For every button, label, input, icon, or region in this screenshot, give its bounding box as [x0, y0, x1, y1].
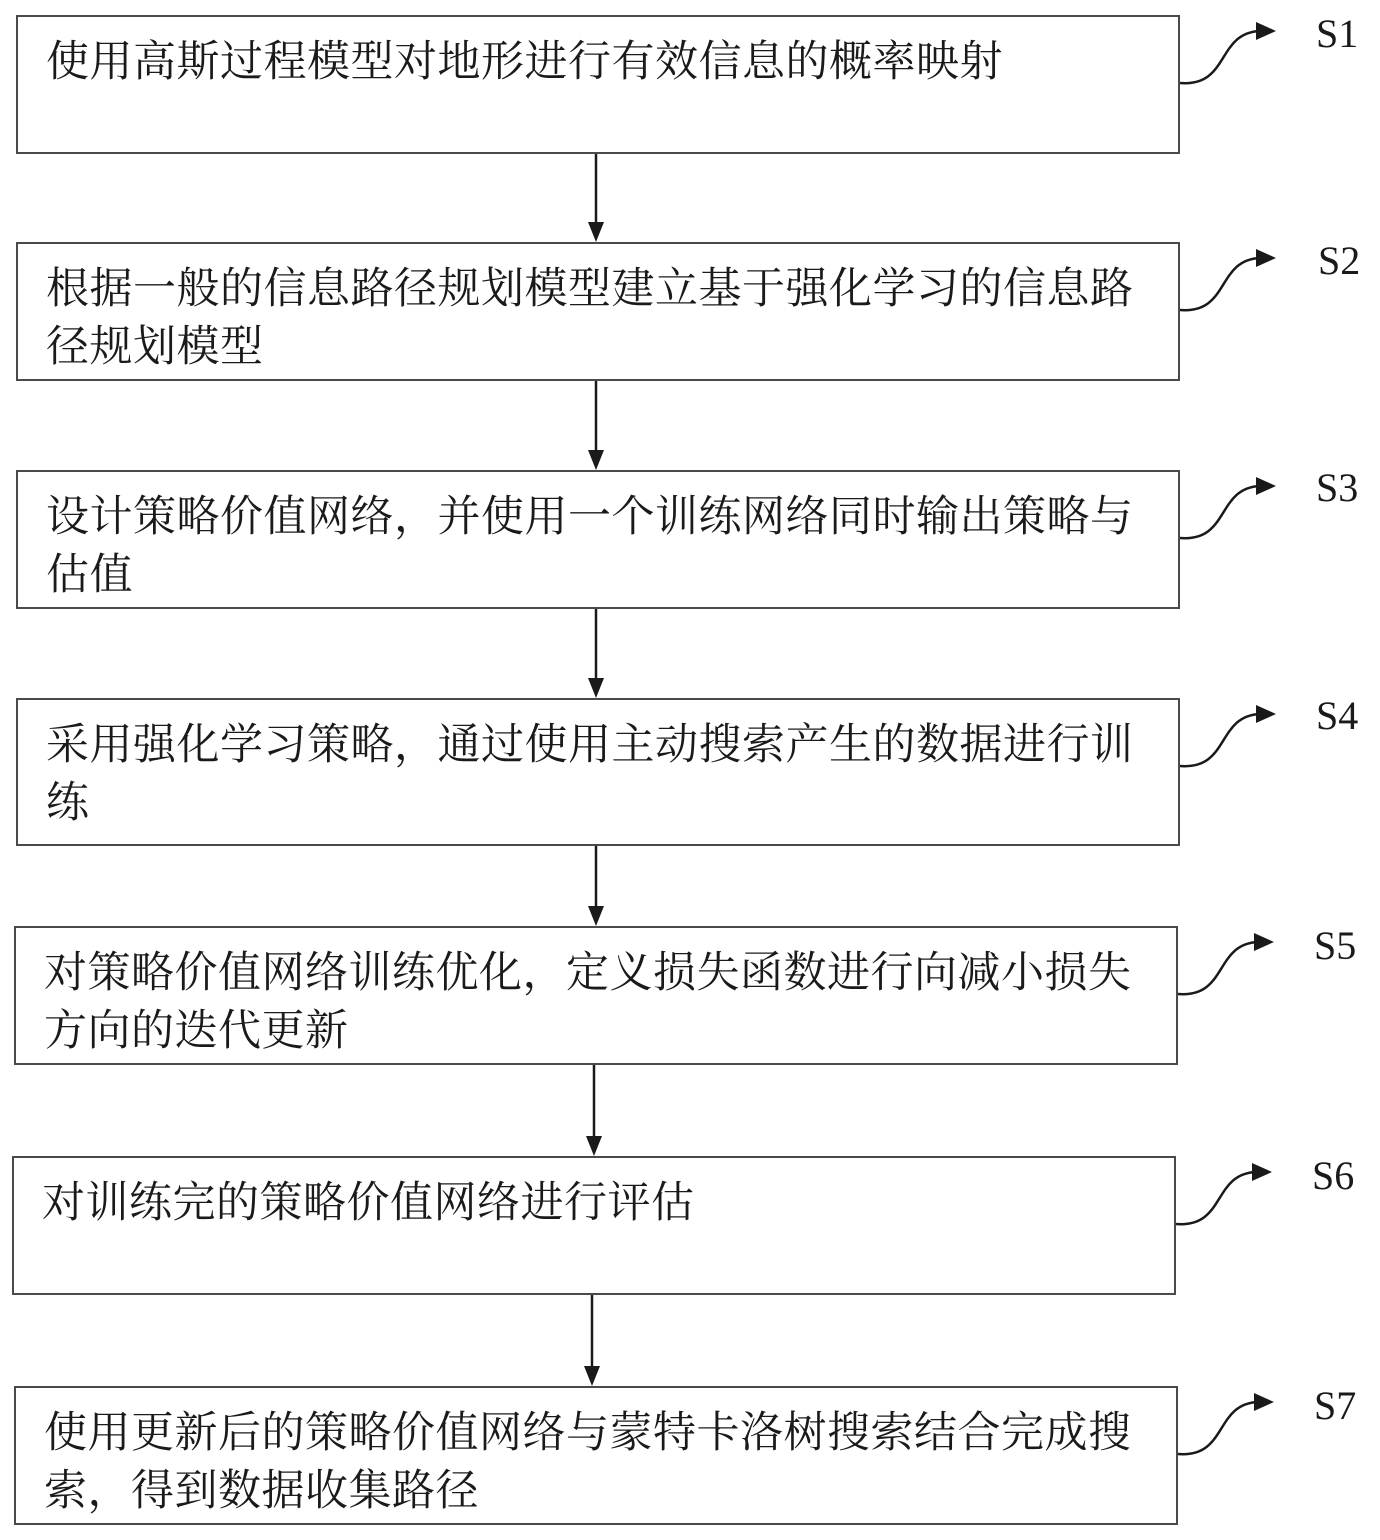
step-label-s3: S3 [1316, 465, 1359, 510]
step-text-s1: 使用高斯过程模型对地形进行有效信息的概率映射 [46, 37, 1003, 87]
label-leader-curve [1178, 942, 1258, 994]
step-box-s2 [16, 242, 1180, 381]
flow-arrowhead [586, 1136, 602, 1156]
step-text-s6: 对训练完的策略价值网络进行评估 [42, 1178, 695, 1228]
label-leader-arrowhead [1256, 22, 1276, 40]
flow-arrowhead [584, 1366, 600, 1386]
step-text-s3: 设计策略价值网络，并使用一个训练网络同时输出策略与估值 [46, 492, 1134, 600]
step-box-s3 [16, 470, 1180, 609]
label-leader-arrowhead [1256, 477, 1276, 495]
step-box-s4 [16, 698, 1180, 846]
flow-arrowhead [588, 450, 604, 470]
label-leader-curve [1176, 1172, 1256, 1224]
step-label-s1: S1 [1316, 11, 1359, 56]
label-leader-curve [1178, 1402, 1258, 1454]
step-label-s2: S2 [1318, 238, 1361, 283]
label-leader-curve [1180, 258, 1260, 310]
label-leader-curve [1180, 31, 1260, 83]
label-leader-arrowhead [1256, 705, 1276, 723]
step-text-s5: 对策略价值网络训练优化，定义损失函数进行向减小损失方向的迭代更新 [44, 948, 1132, 1056]
step-label-s5: S5 [1314, 923, 1357, 968]
label-leader-arrowhead [1252, 1163, 1272, 1181]
step-text-s2: 根据一般的信息路径规划模型建立基于强化学习的信息路径规划模型 [46, 264, 1134, 372]
flow-arrowhead [588, 906, 604, 926]
flow-arrowhead [588, 678, 604, 698]
step-label-s7: S7 [1314, 1383, 1357, 1428]
step-box-s7 [14, 1386, 1178, 1525]
label-leader-arrowhead [1254, 933, 1274, 951]
step-text-s4: 采用强化学习策略，通过使用主动搜索产生的数据进行训练 [46, 720, 1134, 828]
label-leader-arrowhead [1254, 1393, 1274, 1411]
step-box-s1 [16, 15, 1180, 154]
step-box-s6 [12, 1156, 1176, 1295]
flow-arrowhead [588, 222, 604, 242]
step-label-s4: S4 [1316, 693, 1359, 738]
step-text-s7: 使用更新后的策略价值网络与蒙特卡洛树搜索结合完成搜索，得到数据收集路径 [44, 1408, 1132, 1516]
step-label-s6: S6 [1312, 1153, 1355, 1198]
step-box-s5 [14, 926, 1178, 1065]
label-leader-arrowhead [1256, 249, 1276, 267]
label-leader-curve [1180, 714, 1260, 766]
label-leader-curve [1180, 486, 1260, 538]
